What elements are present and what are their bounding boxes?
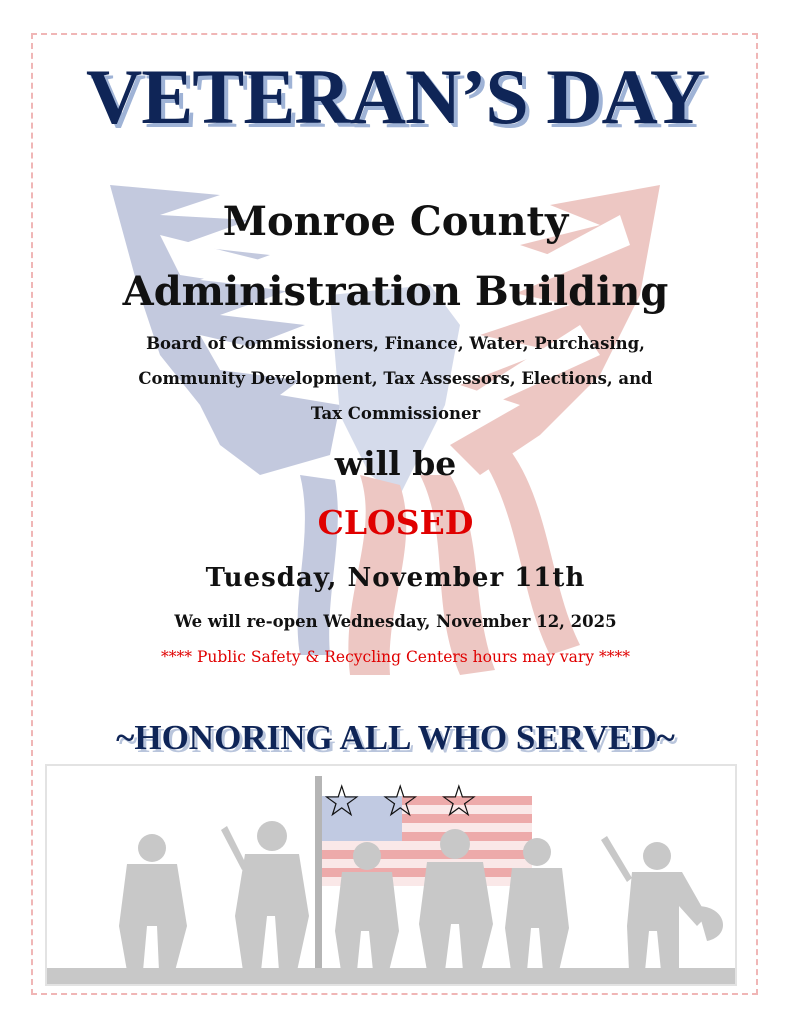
closed-text: CLOSED	[317, 503, 474, 542]
hours-note: **** Public Safety & Recycling Centers hours may vary ****	[161, 648, 630, 666]
building-name-line1: Monroe County	[222, 198, 569, 245]
departments-line3: Tax Commissioner	[310, 404, 481, 423]
page-title: VETERAN’S DAY	[85, 53, 706, 140]
honoring-banner-title: ~HONORING ALL WHO SERVED~	[116, 718, 675, 757]
three-stars	[322, 776, 493, 827]
building-name-line2: Administration Building	[122, 268, 669, 315]
star-icon: ☆	[322, 776, 362, 827]
will-be-text: will be	[334, 444, 457, 483]
star-icon: ☆	[439, 776, 479, 827]
star-icon: ☆	[380, 776, 420, 827]
reopen-notice: We will re-open Wednesday, November 12, 2025	[174, 612, 617, 631]
departments-line2: Community Development, Tax Assessors, Elections, and	[138, 369, 653, 388]
closure-date: Tuesday, November 11th	[205, 563, 586, 593]
departments-line1: Board of Commissioners, Finance, Water, Purchasing,	[146, 334, 645, 353]
